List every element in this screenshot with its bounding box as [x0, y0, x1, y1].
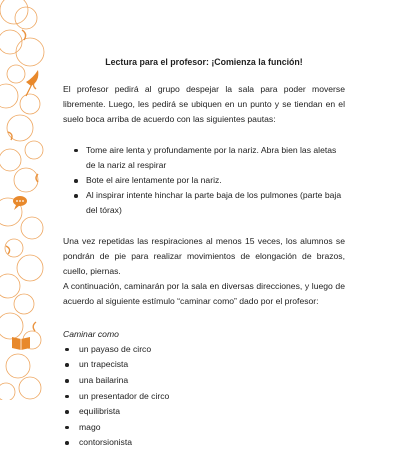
list-item: un presentador de circo	[63, 389, 345, 405]
quill-pen-icon	[26, 70, 38, 96]
intro-paragraph: El profesor pedirá al grupo despejar la sala para poder moverse libremente. Luego, les pedirá se ubiquen en un punto y se tiendan en el suelo boca arriba de acuerdo con las siguientes pautas:	[63, 84, 345, 125]
stretch-paragraph: Una vez repetidas las respiraciones al menos 15 veces, los alumnos se pondrán de pie para realizar movimientos de elongación de brazos, cuello, piernas.	[63, 235, 345, 277]
open-book-icon	[12, 337, 30, 350]
page-title: Lectura para el profesor: ¡Comienza la función!	[105, 57, 303, 67]
caminar-list	[63, 342, 345, 451]
list-item: Bote el aire lentamente por la nariz.	[63, 173, 345, 188]
caminar-heading: Caminar como	[63, 328, 119, 339]
list-item: Al inspirar intente hinchar la parte baja de los pulmones (parte baja del tórax)	[63, 188, 345, 218]
list-item: mago	[63, 420, 345, 436]
list-item: Tome aire lenta y profundamente por la nariz. Abra bien las aletas de la nariz al respirar	[63, 143, 345, 173]
list-item: contorsionista	[63, 435, 345, 451]
speech-bubble-icon	[13, 196, 27, 210]
list-item: un trapecista	[63, 357, 345, 373]
document-body	[63, 56, 345, 451]
decorative-swirl-border	[0, 0, 48, 400]
breathing-steps-list	[63, 143, 345, 219]
list-item: un payaso de circo	[63, 342, 345, 358]
list-item: equilibrista	[63, 404, 345, 420]
list-item: una bailarina	[63, 373, 345, 389]
walk-paragraph: A continuación, caminarán por la sala en diversas direcciones, y luego de acuerdo al siguiente estímulo “caminar como” dado por el profesor:	[63, 281, 345, 307]
